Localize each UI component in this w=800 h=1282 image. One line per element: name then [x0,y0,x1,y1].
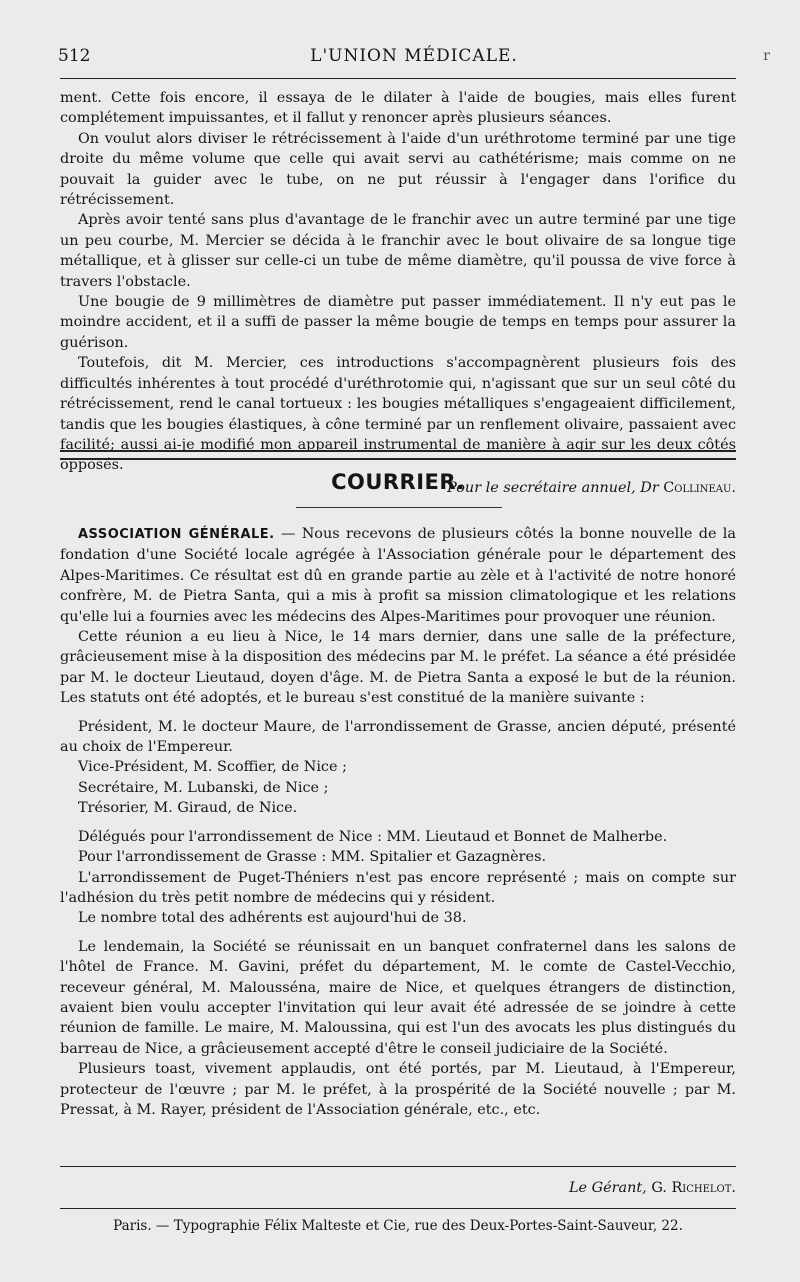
continuation-article [60,88,736,498]
continuation-paragraph: Après avoir tenté sans plus d'avantage de le franchir avec un autre terminé par une tige un peu courbe, M. Mercier se décida à le franchir avec le bout olivaire de sa longue tige métallique, et à glisser sur celle-ci un tube de même diamètre, qu'il poussa de vive force à travers l'obstacle. [60,212,736,290]
delegate-item: Délégués pour l'arrondissement de Nice : MM. Lieutaud et Bonnet de Malherbe. [78,828,668,845]
bureau-item: Trésorier, M. Giraud, de Nice. [78,800,298,817]
continuation-paragraph: ment. Cette fois encore, il essaya de le dilater à l'aide de bougies, mais elles furent complétement impuissantes, et il fallut y renoncer après plusieurs séances. [60,90,736,127]
signature-name: Collineau. [663,479,736,496]
delegate-item: L'arrondissement de Puget-Théniers n'est pas encore représenté ; mais on compte sur l'adhésion du très petit nombre de médecins qui y résident. [60,869,736,906]
closing-paragraph: Plusieurs toast, vivement applaudis, ont été portés, par M. Lieutaud, à l'Empereur, protecteur de l'œuvre ; par M. le préfet, à la prospérité de la Société nouvelle ; par M. Pressat, à M. Rayer, président de l'Association générale, etc., etc. [60,1061,736,1118]
lead-text: — Nous recevons de plusieurs côtés la bonne nouvelle de la fondation d'une Société locale agrégée à l'Association générale pour le département des Alpes-Maritimes. Ce résultat est dû en grande partie au zèle et à l'activité de notre honoré confrère, M. de Pietra Santa, qui a mis à profit sa mission climatologique et les relations qu'elle lui a fournies avec les médecins des Alpes-Maritimes pour provoquer une réunion. [60,526,736,625]
courrier-paragraph [60,524,736,627]
header-rule [60,78,736,79]
journal-title: L'UNION MÉDICALE. [310,46,518,66]
corner-mark: r [763,48,770,64]
delegate-item: Le nombre total des adhérents est aujourd'hui de 38. [78,910,467,927]
signature-prefix: Pour le secrétaire annuel, Dr [447,479,664,496]
bureau-item: Vice-Président, M. Scoffier, de Nice ; [78,759,347,776]
lead-label: ASSOCIATION GÉNÉRALE. [78,527,275,542]
delegate-item: Pour l'arrondissement de Grasse : MM. Spitalier et Gazagnères. [78,849,547,866]
bureau-item: Secrétaire, M. Lubanski, de Nice ; [78,779,329,796]
bureau-item: Président, M. le docteur Maure, de l'arrondissement de Grasse, ancien député, présenté au choix de l'Empereur. [60,718,736,756]
courrier-paragraph: Cette réunion a eu lieu à Nice, le 14 mars dernier, dans une salle de la préfecture, grâcieusement mise à la disposition des médecins par M. le préfet. La séance a été présidée par M. le docteur Lieutaud, doyen d'âge. M. de Pietra Santa a exposé le but de la réunion. Les statuts ont été adoptés, et le bureau s'est constitué de la manière suivante : [60,629,736,707]
running-header [58,46,770,70]
section-separator [60,450,736,460]
closing-paragraph: Le lendemain, la Société se réunissait en un banquet confraternel dans les salons de l'hôtel de France. M. Gavini, préfet du département, M. le comte de Castel-Vecchio, receveur général, M. Malousséna, maire de Nice, et quelques étrangers de distinction, avaient bien voulu accepter l'invitation qui leur avait été adressée de se joindre à cette réunion de famille. Le maire, M. Maloussina, qui est l'un des avocats les plus distingués du barreau de Nice, a grâcieusement accepté d'être le conseil judiciaire de la Société. [60,938,736,1057]
continuation-paragraph: Toutefois, dit M. Mercier, ces introductions s'accompagnèrent plusieurs fois des difficultés inhérentes à tout procédé d'uréthrotomie qui, n'agissant que sur un seul côté du rétrécissement, rend le canal tortueux : les bougies métalliques s'engageaient difficilement, tandis que les bougies élastiques, à cône terminé par un renflement olivaire, passaient avec facilité; aussi ai-je modifié mon appareil instrumental de manière à agir sur les deux côtés opposés. [60,355,736,474]
courrier-article [60,524,736,1120]
gerant-name: G. Richelot. [651,1180,736,1196]
continuation-paragraph: On voulut alors diviser le rétrécissement à l'aide d'un uréthrotome terminé par une tige droite du même volume que celle qui avait servi au cathétérisme; mais comme on ne pouvait la guider avec le tube, on ne put réussir à l'engager dans l'orifice du rétrécissement. [60,130,736,209]
page-number: 512 [58,46,91,66]
printer-imprint: Paris. — Typographie Félix Malteste et Cie, rue des Deux-Portes-Saint-Sauveur, 22. [113,1218,683,1234]
section-heading: COURRIER. [331,470,465,494]
continuation-paragraph: Une bougie de 9 millimètres de diamètre put passer immédiatement. Il n'y eut pas le moindre accident, et il a suffi de passer la même bougie de temps en temps pour assurer la guérison. [60,294,736,351]
heading-rule [296,507,502,508]
gerant-signature [569,1180,736,1196]
gerant-label: Le Gérant, [569,1180,647,1196]
footer-rule [60,1166,736,1167]
imprint-rule [60,1208,736,1209]
